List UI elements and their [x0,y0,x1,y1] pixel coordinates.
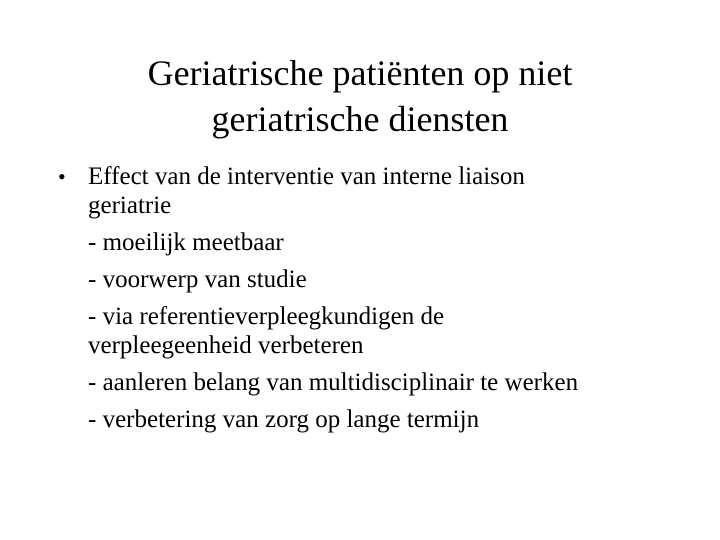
paragraph-1-line-1: Effect van de interventie van interne liaison [88,163,525,190]
title-line-2: geriatrische diensten [211,99,509,139]
sub-point-moeilijk-meetbaar: - moeilijk meetbaar [88,229,284,256]
bullet-item [58,162,678,434]
sub-point-referentieverpleegkundigen-line-2: verpleegeenheid verbeteren [88,332,364,359]
sub-point-zorg-lange-termijn: - verbetering van zorg op lange termijn [88,406,480,433]
sub-point-multidisciplinair: - aanleren belang van multidisciplinair te werken [88,369,579,396]
title-line-1: Geriatrische patiënten op niet [147,53,573,93]
sub-point-referentieverpleegkundigen-line-1: - via referentieverpleegkundigen de [88,303,445,330]
slide-title [60,50,660,142]
sub-point-voorwerp-van-studie: - voorwerp van studie [88,266,307,293]
bullet-body [88,162,678,434]
paragraph-1-line-2: geriatrie [88,192,172,219]
slide-content [58,162,678,434]
bullet-glyph: • [58,164,66,189]
